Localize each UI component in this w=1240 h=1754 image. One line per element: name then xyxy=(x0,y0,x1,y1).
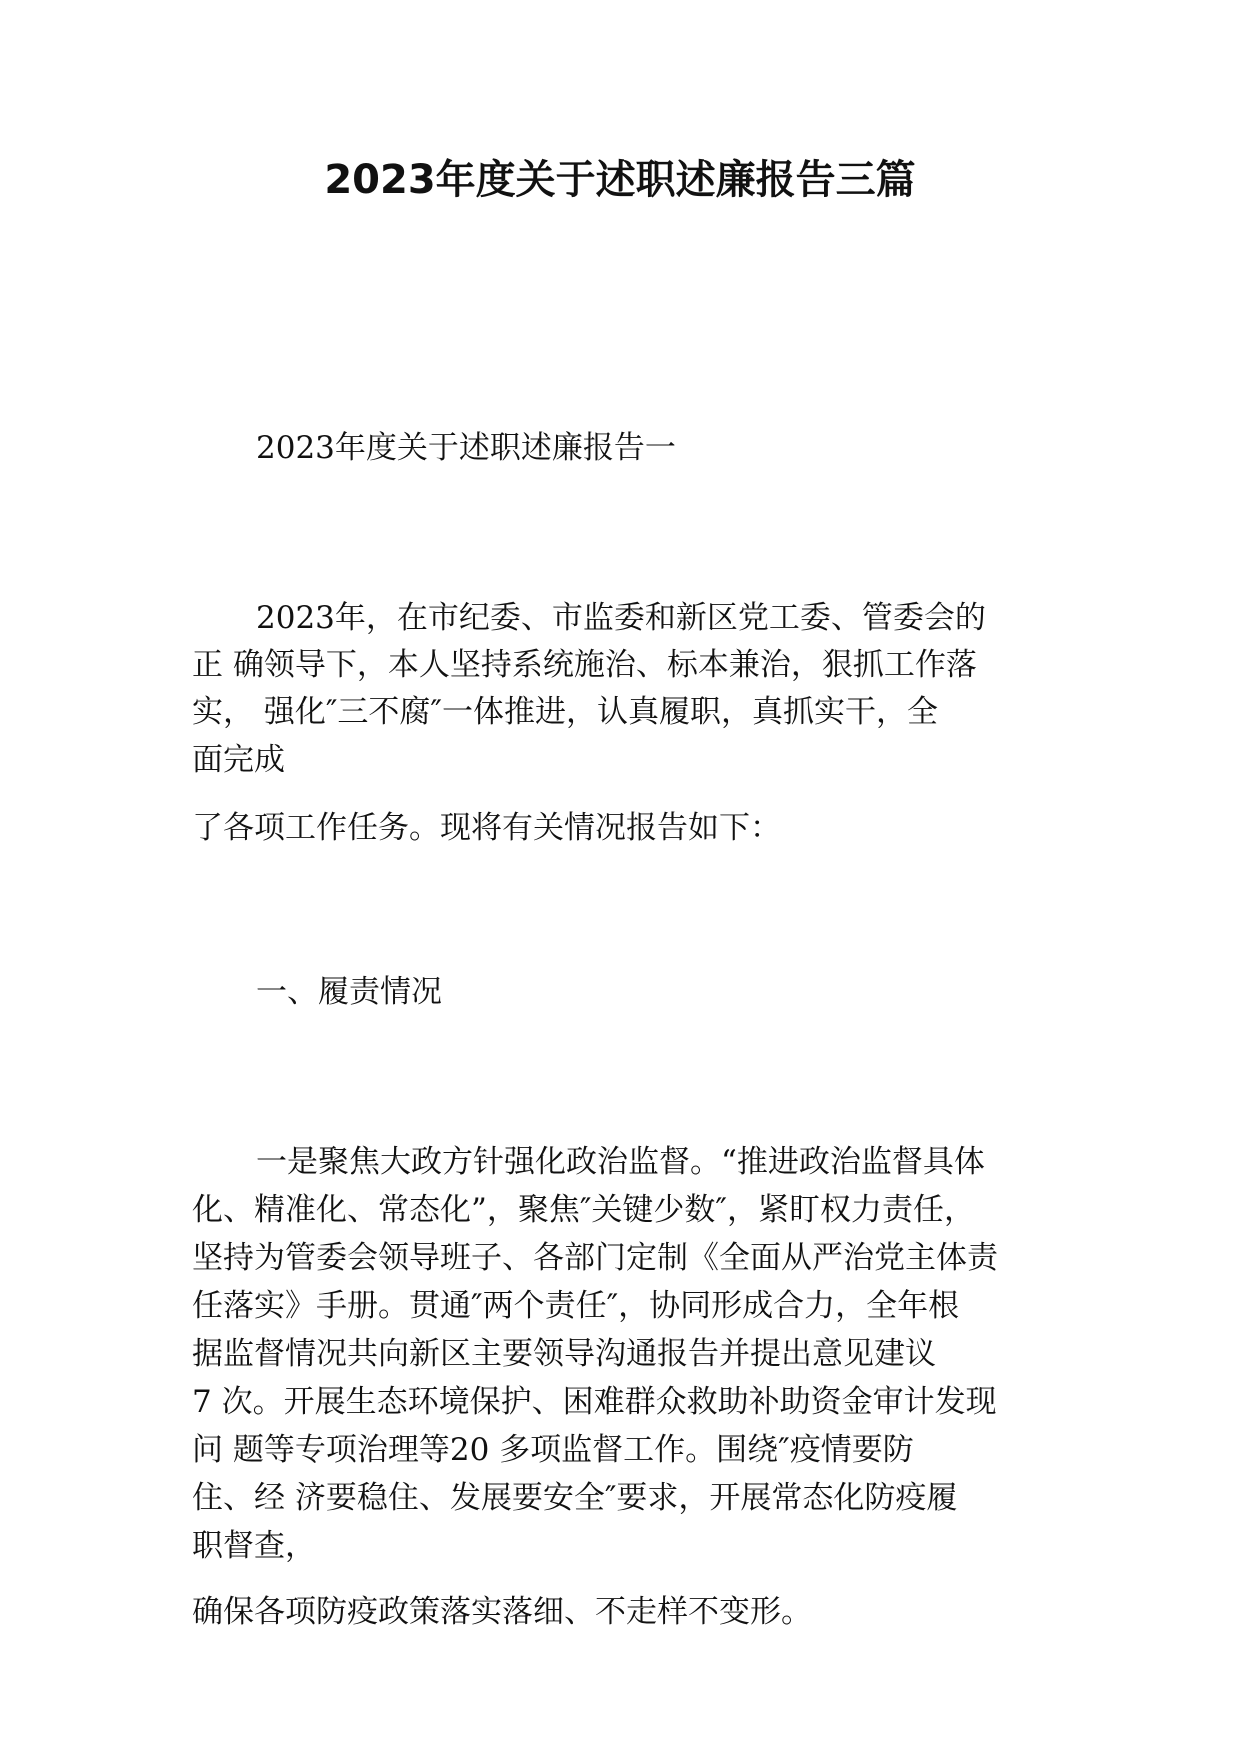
intro-line: 面完成 xyxy=(192,742,285,778)
report-subtitle: 2023年度关于述职述廉报告一 xyxy=(256,430,676,466)
paragraph-line: 确保各项防疫政策落实落细、不走样不变形。 xyxy=(192,1594,812,1630)
intro-line: 了各项工作任务。现将有关情况报告如下： xyxy=(192,810,781,846)
intro-line: 2023年，在市纪委、市监委和新区党工委、管委会的 xyxy=(256,600,986,636)
document-title: 2023年度关于述职述廉报告三篇 xyxy=(324,157,916,203)
paragraph-line: 住、经 济要稳住、发展要安全″要求，开展常态化防疫履 xyxy=(192,1480,958,1516)
intro-line: 实， 强化″三不腐″一体推进，认真履职，真抓实干，全 xyxy=(192,694,939,730)
paragraph-line: 7 次。开展生态环境保护、困难群众救助补助资金审计发现 xyxy=(192,1384,997,1420)
paragraph-line: 一是聚焦大政方针强化政治监督。“推进政治监督具体 xyxy=(256,1144,985,1180)
paragraph-line: 任落实》手册。贯通″两个责任″，协同形成合力，全年根 xyxy=(192,1288,960,1324)
section-heading: 一、履责情况 xyxy=(256,974,442,1010)
paragraph-line: 化、精准化、常态化”，聚焦″关键少数″，紧盯权力责任， xyxy=(192,1192,976,1228)
paragraph-line: 问 题等专项治理等20 多项监督工作。围绕″疫情要防 xyxy=(192,1432,914,1468)
intro-line: 正 确领导下，本人坚持系统施治、标本兼治，狠抓工作落 xyxy=(192,647,977,683)
paragraph-line: 据监督情况共向新区主要领导沟通报告并提出意见建议 xyxy=(192,1336,936,1372)
paragraph-line: 职督查， xyxy=(192,1528,316,1564)
paragraph-line: 坚持为管委会领导班子、各部门定制《全面从严治党主体责 xyxy=(192,1240,998,1276)
